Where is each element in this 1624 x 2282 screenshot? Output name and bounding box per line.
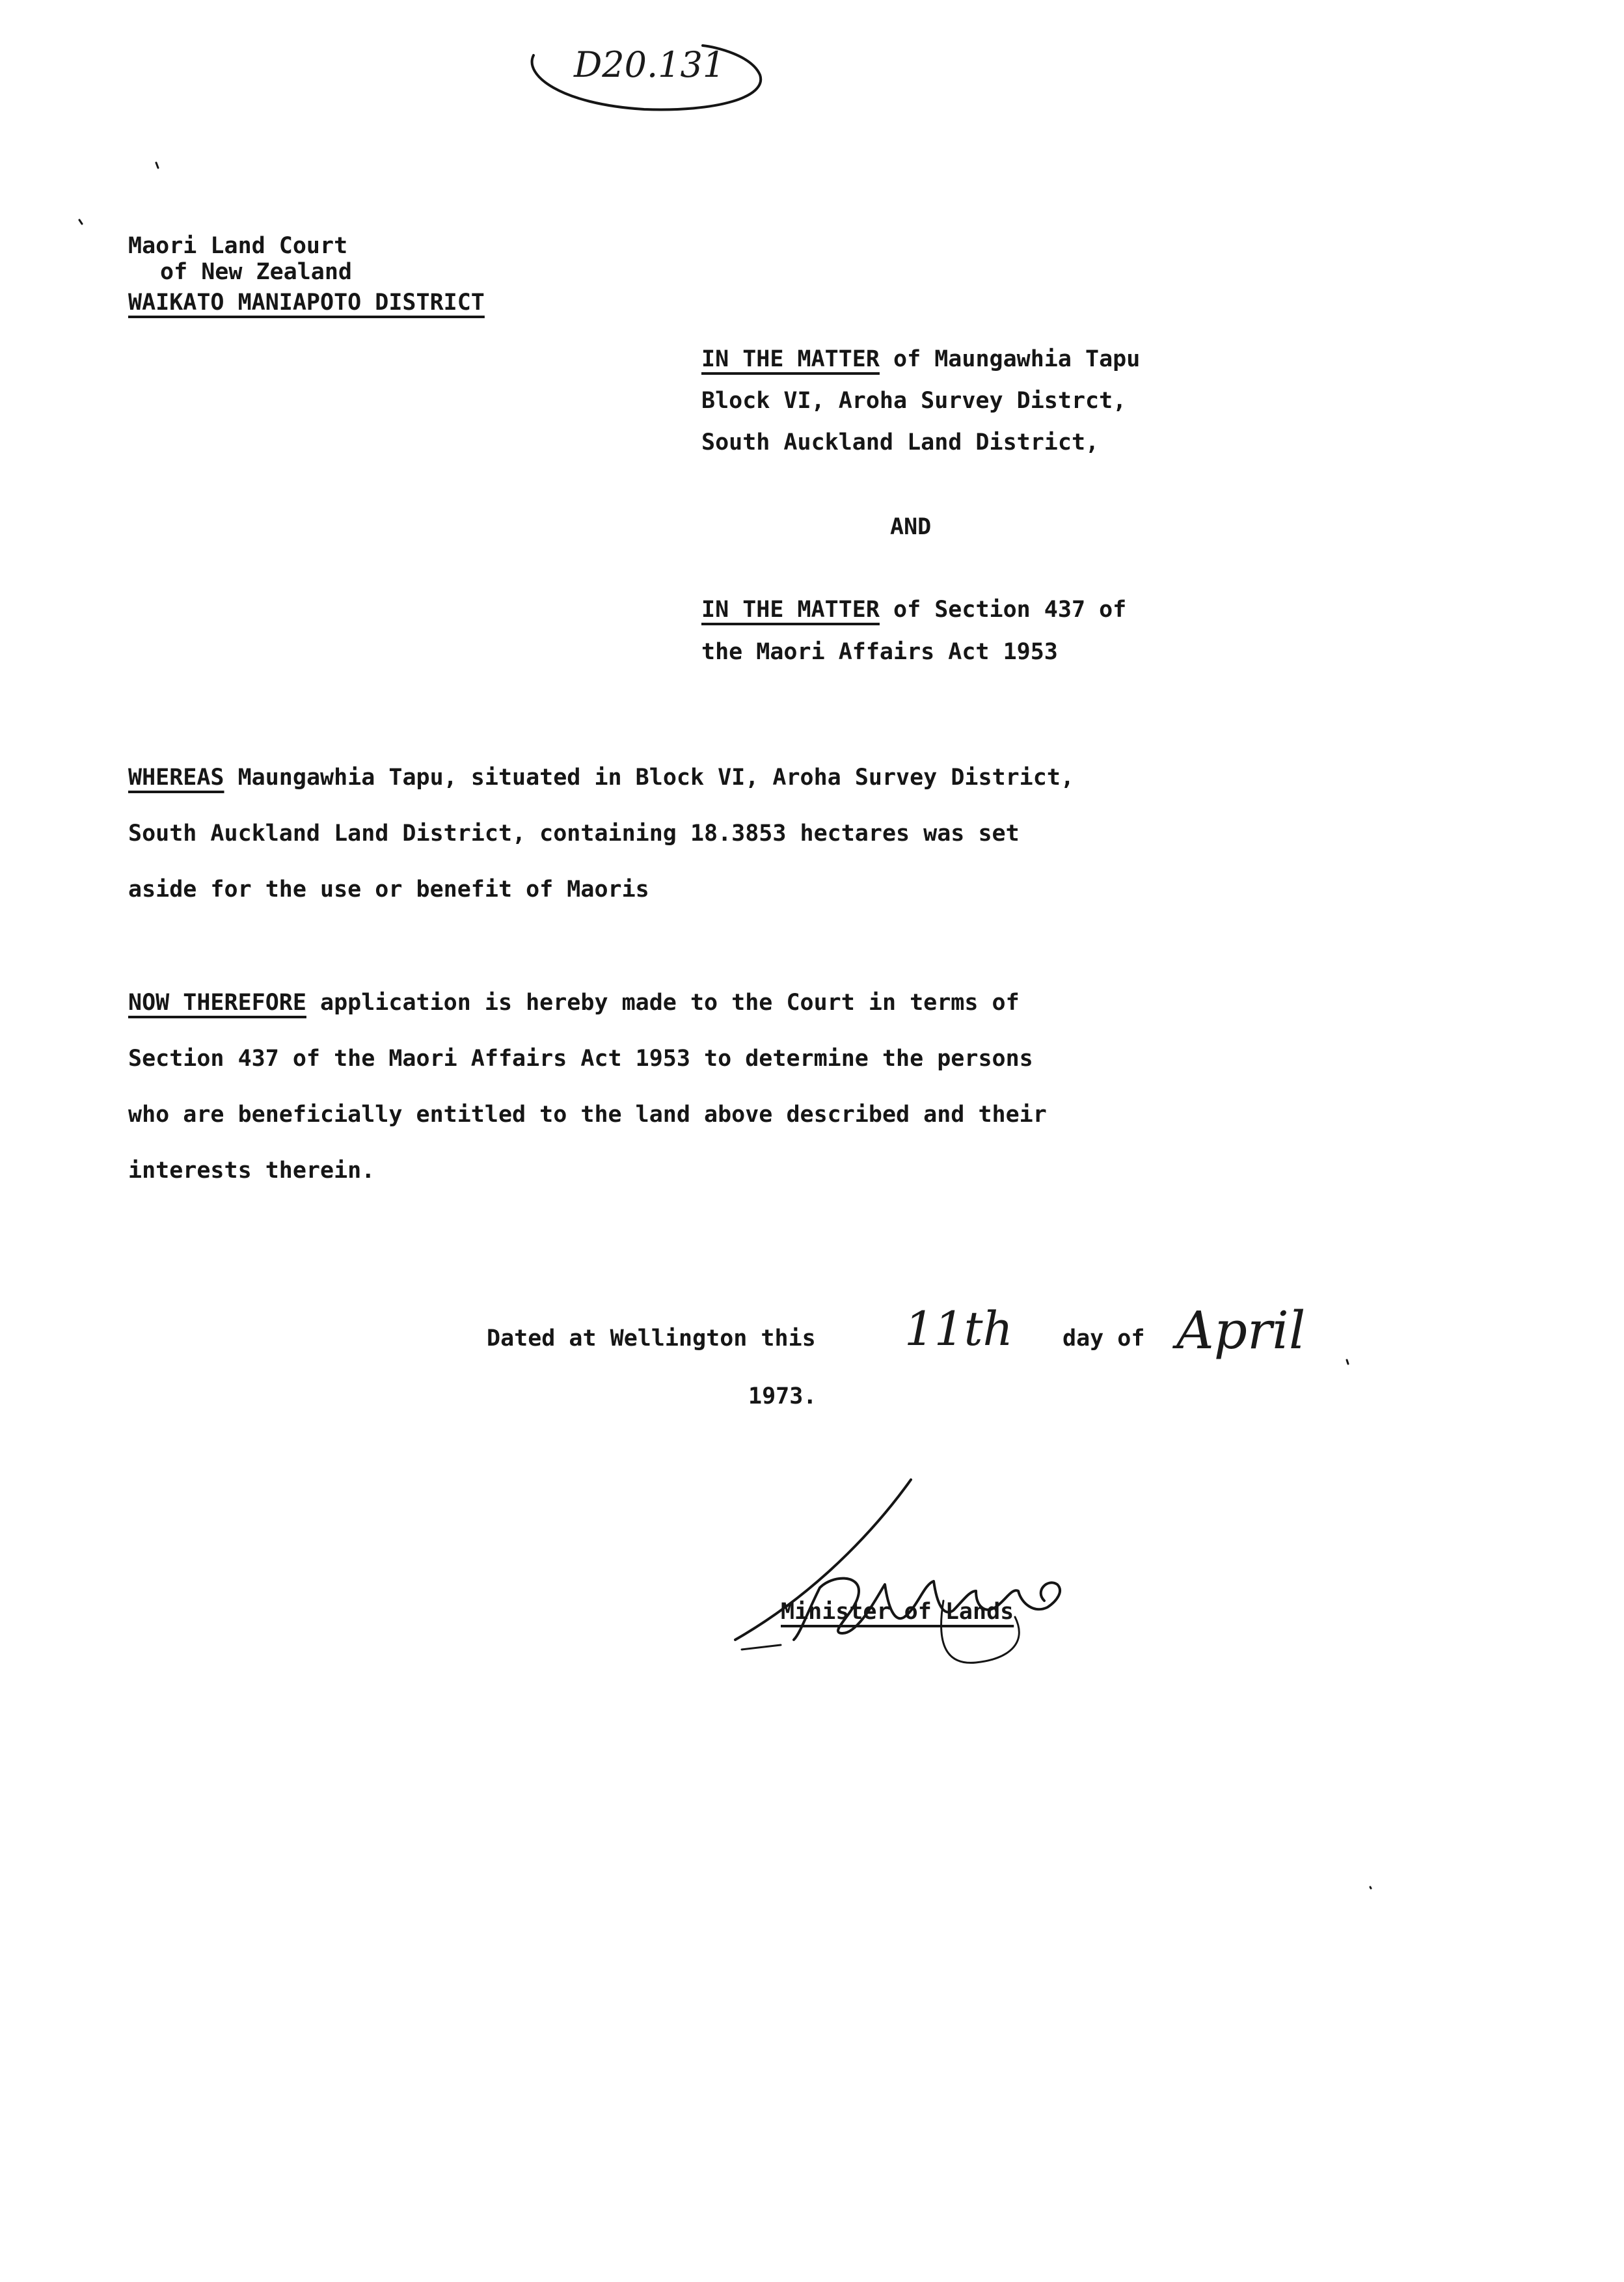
- now-therefore-line1-rest: application is hereby made to the Court in terms of: [306, 990, 1020, 1016]
- whereas-line1-rest: Maungawhia Tapu, situated in Block VI, Aroha Survey District,: [224, 765, 1074, 791]
- dated-year: 1973.: [748, 1383, 817, 1409]
- matter1-rest: of Maungawhia Tapu: [879, 346, 1141, 372]
- dated-day-handwritten: 11th: [904, 1301, 1013, 1356]
- whereas-lead: WHEREAS: [128, 765, 224, 791]
- matter1-line2: Block VI, Aroha Survey Distrct,: [701, 388, 1127, 414]
- matter2-lead: IN THE MATTER: [701, 597, 880, 623]
- court-country: of New Zealand: [160, 259, 353, 285]
- court-name: Maori Land Court: [128, 233, 348, 259]
- whereas-line2: South Auckland Land District, containing 18.3853 hectares was set: [128, 821, 1020, 847]
- whereas-line3: aside for the use or benefit of Maoris: [128, 876, 649, 903]
- now-therefore-line3: who are beneficially entitled to the land above described and their: [128, 1102, 1047, 1128]
- matter2-line2: the Maori Affairs Act 1953: [701, 639, 1058, 665]
- matter1-lead: IN THE MATTER: [701, 346, 880, 372]
- dated-middle: day of: [1062, 1325, 1145, 1352]
- and-conjunction: AND: [890, 514, 932, 540]
- now-therefore-line4: interests therein.: [128, 1158, 375, 1184]
- file-ref: D20.131: [574, 44, 725, 85]
- now-therefore-line2: Section 437 of the Maori Affairs Act 1953 to determine the persons: [128, 1046, 1033, 1072]
- dated-prefix: Dated at Wellington this: [487, 1325, 816, 1352]
- now-therefore-lead: NOW THEREFORE: [128, 990, 306, 1016]
- dated-month-handwritten: April: [1176, 1300, 1306, 1361]
- signature-title: Minister of Lands: [781, 1599, 1014, 1625]
- matter2-rest: of Section 437 of: [879, 597, 1127, 623]
- matter1-line3: South Auckland Land District,: [701, 429, 1100, 455]
- court-district: WAIKATO MANIAPOTO DISTRICT: [128, 290, 485, 316]
